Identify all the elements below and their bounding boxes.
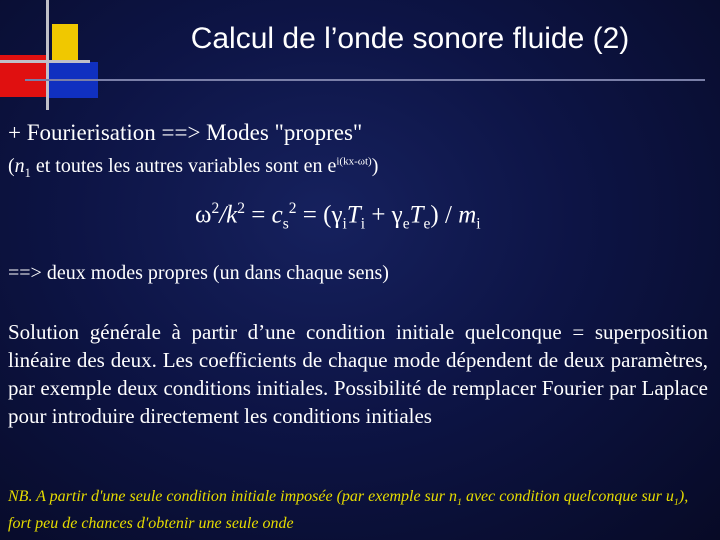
eq-m: m [458,201,477,229]
eq-c: c [271,201,283,229]
eq-subscript: e [423,215,431,233]
eq-divide: ) / [430,201,459,229]
dispersion-equation [195,200,481,233]
eq-subscript: e [402,215,410,233]
eq-exponent: 2 [211,200,220,217]
var-n: n [14,155,25,177]
eq-T: T [346,201,361,229]
omega-symbol: ω [195,201,212,229]
modes-line: ==> deux modes propres (un dans chaque sens) [8,262,389,284]
slide-title: Calcul de l’onde sonore fluide (2) [190,22,630,55]
var-n-subscript: 1 [24,166,31,180]
paren-open: ( [8,155,15,177]
paren-close: ) [371,155,379,177]
gamma-symbol: γ [391,201,403,229]
eq-subscript: i [342,215,347,233]
eq-subscript: s [282,215,289,233]
nb-text: NB. A partir d'une seule condition initiale imposée (par exemple sur n [8,488,457,505]
gamma-symbol: γ [331,201,343,229]
eq-exponent: 2 [237,200,246,217]
eq-exponent: 2 [288,200,297,217]
eq-T: T [409,201,424,229]
eq-subscript: i [476,215,481,233]
eq-equals: = [245,201,272,229]
variables-line [8,155,378,181]
eq-k: /k [219,201,238,229]
nb-note [8,486,710,534]
nb-subscript: 1 [457,497,462,509]
nb-text: ), fort peu de chances d'obtenir une seule onde [8,488,689,533]
nb-text: avec condition quelconque sur u [461,488,674,505]
variables-text: et toutes les autres variables sont en e [30,155,337,177]
eq-subscript: i [360,215,366,233]
logo-line-vertical [46,0,49,110]
fourier-line: + Fourierisation ==> Modes "propres" [8,120,363,145]
eq-plus: + [365,201,392,229]
solution-paragraph: Solution générale à partir d’une condition initiale quelconque = superposition linéaire des deux. Les coefficients de chaque mode dépendent de deux paramètres, par exemple deux conditions initiales. Possibilité de remplacer Fourier par Laplace pour introduire directement les conditions initiales [8,320,708,428]
logo-yellow-block [52,24,78,64]
nb-subscript: 1 [673,497,679,509]
logo-line-horizontal [0,60,90,63]
mondrian-logo [0,0,110,110]
title-divider [25,79,705,81]
eq-equals-paren: = ( [296,201,332,229]
exponent: i(kx-ωt) [336,155,372,168]
